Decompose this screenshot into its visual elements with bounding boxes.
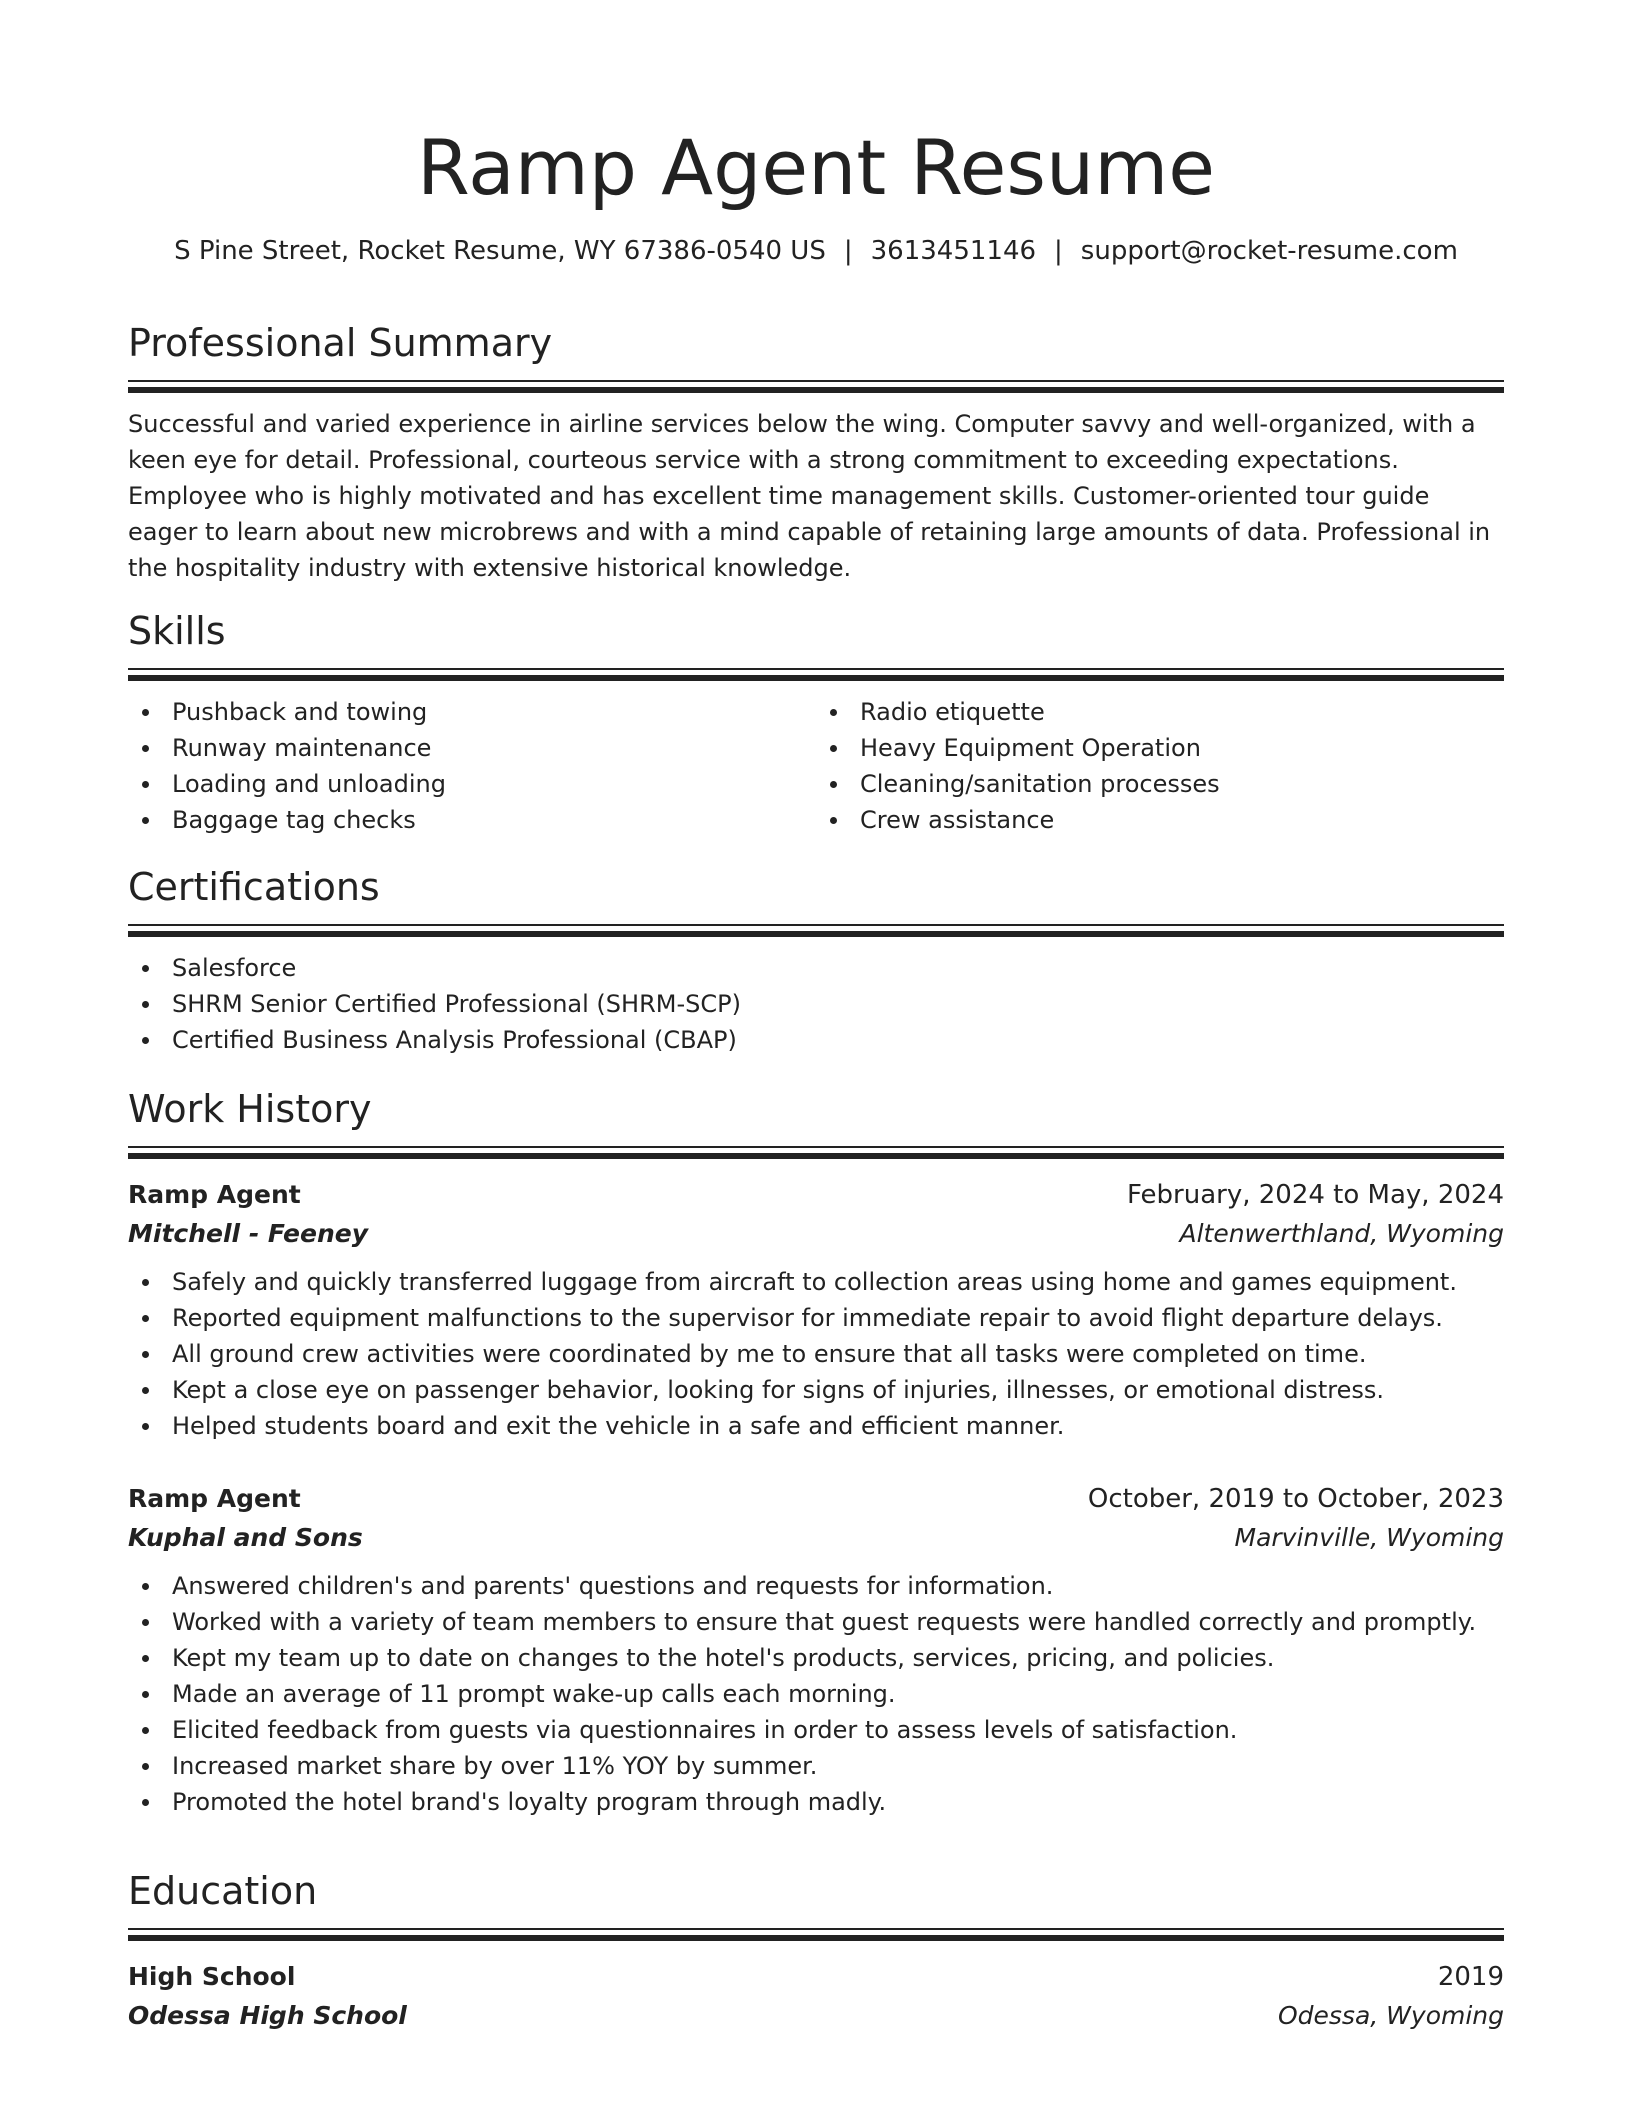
education-location: Odessa, Wyoming bbox=[1277, 2001, 1504, 2030]
certifications-list bbox=[128, 950, 1504, 1058]
contact-line bbox=[128, 234, 1504, 268]
job-duty-item: Safely and quickly transferred luggage from aircraft to collection areas using home and games equipment. bbox=[128, 1264, 1504, 1300]
job-title: Ramp Agent bbox=[128, 1484, 301, 1513]
section-divider bbox=[128, 1146, 1504, 1158]
section-divider bbox=[128, 1928, 1504, 1940]
skill-item: Runway maintenance bbox=[128, 730, 816, 766]
job-company-row bbox=[128, 1214, 1504, 1254]
summary-heading: Professional Summary bbox=[128, 321, 553, 365]
job-entry bbox=[128, 1480, 1504, 1820]
job-title: Ramp Agent bbox=[128, 1180, 301, 1209]
job-duty-item: Elicited feedback from guests via questionnaires in order to assess levels of satisfaction. bbox=[128, 1712, 1504, 1748]
job-entry bbox=[128, 1176, 1504, 1444]
job-dates: October, 2019 to October, 2023 bbox=[1087, 1484, 1504, 1514]
skill-item: Pushback and towing bbox=[128, 694, 816, 730]
section-divider bbox=[128, 668, 1504, 680]
section-divider bbox=[128, 380, 1504, 392]
job-location: Altenwerthland, Wyoming bbox=[1179, 1219, 1504, 1248]
job-duty-item: Increased market share by over 11% YOY by summer. bbox=[128, 1748, 1504, 1784]
work-history-section bbox=[128, 1084, 1504, 1158]
job-header-row bbox=[128, 1176, 1504, 1214]
certifications-section bbox=[128, 862, 1504, 1058]
education-school: Odessa High School bbox=[128, 2001, 407, 2030]
contact-email: support@rocket-resume.com bbox=[1080, 236, 1458, 266]
contact-separator: | bbox=[1054, 236, 1063, 266]
job-dates: February, 2024 to May, 2024 bbox=[1127, 1180, 1504, 1210]
education-school-row bbox=[128, 1996, 1504, 2036]
skills-column-left bbox=[128, 694, 816, 838]
job-duty-item: Worked with a variety of team members to ensure that guest requests were handled correctly and promptly. bbox=[128, 1604, 1504, 1640]
contact-separator: | bbox=[843, 236, 853, 266]
work-history-heading: Work History bbox=[128, 1087, 372, 1131]
certification-item: Salesforce bbox=[128, 950, 1504, 986]
education-entry bbox=[128, 1958, 1504, 2036]
resume-title: Ramp Agent Resume bbox=[417, 123, 1215, 212]
job-header-row bbox=[128, 1480, 1504, 1518]
job-company-row bbox=[128, 1518, 1504, 1558]
skill-item: Crew assistance bbox=[816, 802, 1504, 838]
education-section bbox=[128, 1866, 1504, 1940]
education-year: 2019 bbox=[1437, 1962, 1504, 1992]
certifications-heading: Certifications bbox=[128, 865, 380, 909]
job-duties-list bbox=[128, 1264, 1504, 1444]
job-location: Marvinville, Wyoming bbox=[1234, 1523, 1504, 1552]
education-heading: Education bbox=[128, 1869, 318, 1913]
job-duty-item: Kept my team up to date on changes to the hotel's products, services, pricing, and policies. bbox=[128, 1640, 1504, 1676]
certification-item: Certified Business Analysis Professional (CBAP) bbox=[128, 1022, 1504, 1058]
summary-section bbox=[128, 318, 1504, 586]
skills-heading: Skills bbox=[128, 609, 226, 653]
contact-address: S Pine Street, Rocket Resume, WY 67386-0540 US bbox=[174, 236, 826, 266]
job-duty-item: Helped students board and exit the vehicle in a safe and efficient manner. bbox=[128, 1408, 1504, 1444]
section-divider bbox=[128, 924, 1504, 936]
certification-item: SHRM Senior Certified Professional (SHRM-SCP) bbox=[128, 986, 1504, 1022]
job-duties-list bbox=[128, 1568, 1504, 1820]
job-company: Kuphal and Sons bbox=[128, 1523, 363, 1552]
skill-item: Cleaning/sanitation processes bbox=[816, 766, 1504, 802]
skill-item: Heavy Equipment Operation bbox=[816, 730, 1504, 766]
job-duty-item: Kept a close eye on passenger behavior, looking for signs of injuries, illnesses, or emotional distress. bbox=[128, 1372, 1504, 1408]
job-duty-item: Made an average of 11 prompt wake-up calls each morning. bbox=[128, 1676, 1504, 1712]
job-duty-item: Reported equipment malfunctions to the supervisor for immediate repair to avoid flight departure delays. bbox=[128, 1300, 1504, 1336]
skill-item: Radio etiquette bbox=[816, 694, 1504, 730]
skill-item: Loading and unloading bbox=[128, 766, 816, 802]
skills-grid bbox=[128, 694, 1504, 838]
job-duty-item: Answered children's and parents' questions and requests for information. bbox=[128, 1568, 1504, 1604]
summary-text: Successful and varied experience in airline services below the wing. Computer savvy and well-organized, with a keen eye for detail. Professional, courteous service with a strong commitment to exceeding expectations. Employee who is highly motivated and has excellent time management skills. Customer-oriented tour guide eager to learn about new microbrews and with a mind capable of retaining large amounts of data. Professional in the hospitality industry with extensive historical knowledge. bbox=[128, 410, 1491, 582]
skills-section bbox=[128, 606, 1504, 838]
job-company: Mitchell - Feeney bbox=[128, 1219, 368, 1248]
contact-phone: 3613451146 bbox=[870, 236, 1037, 266]
job-duty-item: Promoted the hotel brand's loyalty program through madly. bbox=[128, 1784, 1504, 1820]
education-header-row bbox=[128, 1958, 1504, 1996]
job-duty-item: All ground crew activities were coordinated by me to ensure that all tasks were completed on time. bbox=[128, 1336, 1504, 1372]
skills-column-right bbox=[816, 694, 1504, 838]
education-degree: High School bbox=[128, 1962, 296, 1991]
skill-item: Baggage tag checks bbox=[128, 802, 816, 838]
